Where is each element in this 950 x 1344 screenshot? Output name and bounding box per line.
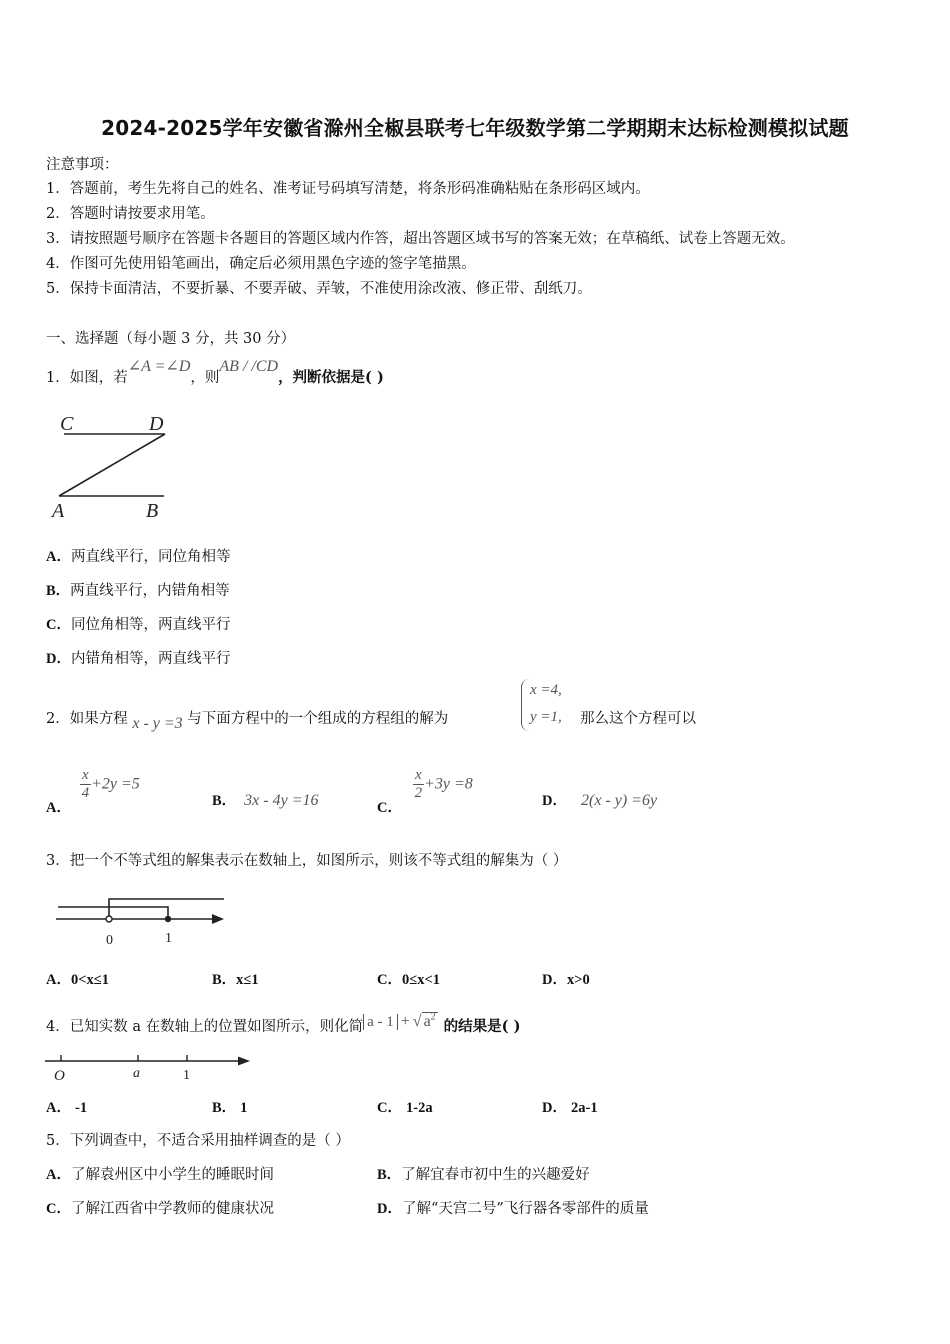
q4-plus: + xyxy=(400,1013,410,1030)
q2-suffix: 那么这个方程可以 xyxy=(580,711,696,727)
option-text: 两直线平行，内错角相等 xyxy=(70,583,230,599)
option-label: D． xyxy=(542,1100,567,1116)
option-label: C． xyxy=(377,799,402,816)
option-text: -1 xyxy=(74,1100,88,1116)
question-3: 3．把一个不等式组的解集表示在数轴上，如图所示，则该不等式组的解集为（ ） xyxy=(46,853,568,869)
q2-option-d[interactable] xyxy=(542,789,657,810)
arrow-icon xyxy=(212,914,224,924)
closed-dot xyxy=(165,916,171,922)
label-b: B xyxy=(146,500,159,522)
option-text: 1-2a xyxy=(405,1100,433,1116)
q2-option-a[interactable] xyxy=(46,767,140,816)
option-label: B． xyxy=(212,972,237,988)
q2-mid: 与下面方程中的一个组成的方程组的解为 xyxy=(187,711,449,727)
q1-option-c[interactable] xyxy=(46,613,230,634)
q3-option-b[interactable] xyxy=(212,968,259,989)
notice-item: 1．答题前，考生先将自己的姓名、准考证号码填写清楚，将条形码准确粘贴在条形码区域内。 xyxy=(46,181,650,197)
option-text: 0≤x<1 xyxy=(401,972,440,988)
option-label: A． xyxy=(46,1167,71,1183)
sqrt-sign-icon: √ xyxy=(412,1013,422,1030)
option-label: D． xyxy=(542,793,567,809)
q2-prefix: 2．如果方程 xyxy=(46,711,128,727)
label-d: D xyxy=(149,413,164,435)
q2-system-row: x =4, xyxy=(530,682,562,698)
q1-condition: ∠A =∠D xyxy=(127,358,191,375)
option-text: 3x - 4y =16 xyxy=(244,792,319,809)
question-4 xyxy=(46,1011,521,1036)
notice-item: 3．请按照题号顺序在答题卡各题目的答题区域内作答，超出答题区域书写的答案无效；在草稿纸、试卷上答题无效。 xyxy=(46,231,795,247)
q4-prefix: 4．已知实数 a 在数轴上的位置如图所示，则化简 xyxy=(46,1019,364,1035)
option-label: A． xyxy=(46,799,71,816)
sqrt-radicand: a xyxy=(423,1013,431,1030)
label-a: A xyxy=(52,500,65,522)
numerator: x xyxy=(82,767,89,783)
q3-option-c[interactable] xyxy=(377,968,440,989)
ray-to-1 xyxy=(58,907,168,919)
q1-suffix: ，判断依据是( ) xyxy=(278,369,384,386)
tick-label-1: 1 xyxy=(165,931,172,946)
label-c: C xyxy=(60,413,74,435)
option-label: A． xyxy=(46,1100,71,1116)
option-text: 了解袁州区中小学生的睡眠时间 xyxy=(70,1167,274,1183)
denominator: 4 xyxy=(81,785,90,801)
option-text: x>0 xyxy=(566,972,590,988)
q4-option-b[interactable] xyxy=(212,1096,247,1117)
option-label: C． xyxy=(377,1100,402,1116)
q1-option-a[interactable] xyxy=(46,545,230,566)
q1-figure xyxy=(48,408,178,523)
option-text: 2(x - y) =6y xyxy=(580,792,658,809)
q4-number-line xyxy=(42,1050,257,1086)
q2-equation: x - y =3 xyxy=(132,715,183,732)
q5-option-d[interactable] xyxy=(377,1197,649,1218)
option-label: D． xyxy=(46,651,71,667)
option-text: 了解宜春市初中生的兴趣爱好 xyxy=(401,1167,590,1183)
fraction xyxy=(413,767,425,802)
q1-option-d[interactable] xyxy=(46,647,230,668)
exponent: 2 xyxy=(430,1011,436,1023)
q5-option-c[interactable] xyxy=(46,1197,274,1218)
option-text: 1 xyxy=(240,1100,248,1116)
q4-option-a[interactable] xyxy=(46,1096,87,1117)
option-label: B． xyxy=(212,1100,237,1116)
option-text: 同位角相等，两直线平行 xyxy=(70,617,231,633)
notice-item: 5．保持卡面清洁，不要折暴、不要弄破、弄皱，不准使用涂改液、修正带、刮纸刀。 xyxy=(46,281,592,297)
q5-option-a[interactable] xyxy=(46,1163,274,1184)
option-text: +3y =8 xyxy=(424,775,473,793)
q4-sqrt xyxy=(413,1013,438,1030)
q4-option-d[interactable] xyxy=(542,1096,598,1117)
q2-system xyxy=(521,679,574,731)
q3-option-d[interactable] xyxy=(542,968,590,989)
arrow-icon xyxy=(238,1057,250,1066)
line-ad xyxy=(59,434,165,496)
section-heading: 一、选择题（每小题 3 分，共 30 分） xyxy=(46,331,296,347)
ray-from-0 xyxy=(109,899,224,919)
option-text: 0<x≤1 xyxy=(70,972,109,988)
q1-option-b[interactable] xyxy=(46,579,230,600)
q2-option-b[interactable] xyxy=(212,789,319,810)
option-text: 2a-1 xyxy=(570,1100,598,1116)
notice-item: 4．作图可先使用铅笔画出，确定后必须用黑色字迹的签字笔描黑。 xyxy=(46,256,476,272)
option-text: 两直线平行，同位角相等 xyxy=(70,549,231,565)
option-text: x≤1 xyxy=(236,972,259,988)
option-text: 内错角相等，两直线平行 xyxy=(70,651,231,667)
option-label: D． xyxy=(377,1201,402,1217)
q4-abs-expr: a - 1 xyxy=(363,1014,398,1030)
option-text: +2y =5 xyxy=(91,775,140,793)
option-text: 了解“天宫二号”飞行器各零部件的质量 xyxy=(401,1201,649,1217)
notice-heading: 注意事项： xyxy=(46,157,119,173)
option-label: B． xyxy=(212,793,237,809)
q3-option-a[interactable] xyxy=(46,968,109,989)
option-label: C． xyxy=(377,972,402,988)
open-dot xyxy=(106,916,112,922)
option-label: B． xyxy=(377,1167,402,1183)
tick-label-0: 0 xyxy=(106,933,113,948)
q5-option-b[interactable] xyxy=(377,1163,590,1184)
q4-option-c[interactable] xyxy=(377,1096,433,1117)
option-label: B． xyxy=(46,583,71,599)
question-2 xyxy=(46,707,449,732)
denominator: 2 xyxy=(414,785,423,801)
question-1 xyxy=(46,358,384,387)
fraction xyxy=(80,767,92,802)
q2-system-row: y =1, xyxy=(530,709,562,725)
option-label: A． xyxy=(46,972,71,988)
question-5: 5．下列调查中，不适合采用抽样调查的是（ ） xyxy=(46,1133,350,1149)
q1-mid: ，则 xyxy=(190,370,220,386)
q1-conclusion: AB / /CD xyxy=(219,358,279,375)
q1-prefix: 1．如图，若 xyxy=(46,370,128,386)
option-label: A． xyxy=(46,549,71,565)
q4-suffix: 的结果是( ) xyxy=(443,1018,521,1035)
tick-label-a: a xyxy=(133,1066,140,1081)
tick-label-o: O xyxy=(54,1068,65,1084)
tick-label-1: 1 xyxy=(183,1068,190,1083)
option-label: C． xyxy=(46,1201,71,1217)
notice-item: 2．答题时请按要求用笔。 xyxy=(46,206,215,222)
option-text: 了解江西省中学教师的健康状况 xyxy=(70,1201,274,1217)
option-label: C． xyxy=(46,617,71,633)
q2-option-c[interactable] xyxy=(377,767,473,816)
numerator: x xyxy=(415,767,422,783)
option-label: D． xyxy=(542,972,567,988)
page-title: 2024-2025学年安徽省滁州全椒县联考七年级数学第二学期期末达标检测模拟试题 xyxy=(101,116,849,140)
q3-number-line xyxy=(52,885,232,950)
